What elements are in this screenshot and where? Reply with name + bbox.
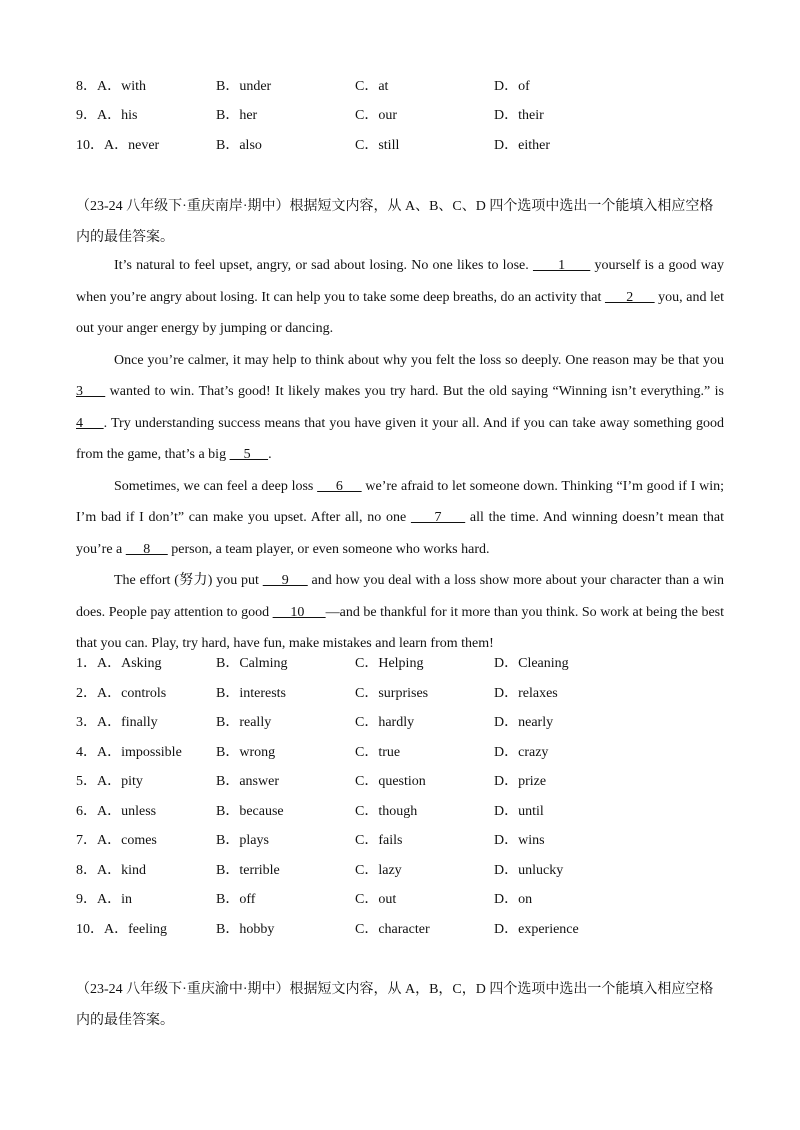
section2-instructions: （23-24 八年级下·重庆渝中·期中）根据短文内容，从 A，B，C，D 四个选项中选出一个能填入相应空格内的最佳答案。: [76, 982, 714, 1028]
option-c: C．question: [355, 774, 426, 789]
option-a: A．controls: [97, 686, 167, 701]
option-a: A．finally: [97, 715, 158, 730]
option-d: D．their: [494, 108, 544, 123]
option-c: C．our: [355, 108, 397, 123]
option-a: A．Asking: [97, 656, 162, 671]
option-b: B．Calming: [216, 656, 288, 671]
option-b: B．interests: [216, 686, 286, 701]
option-b: B．also: [216, 138, 262, 153]
option-d: D．until: [494, 804, 544, 819]
option-b: B．terrible: [216, 863, 280, 878]
question-number: 10．: [76, 138, 104, 153]
option-a: A．comes: [97, 833, 157, 848]
option-d: D．nearly: [494, 715, 554, 730]
passage-paragraph-2: Once you’re calmer, it may help to think about why you felt the loss so deeply. One reason may be that you 3 wanted to win. That’s good! It likely makes you try hard. But the old saying “Winning isn’t everything.” is 4 . Try understanding success means that you have given it your all. And if you can take away something good from the game, that’s a big 5 .: [76, 352, 725, 462]
option-d: D．wins: [494, 833, 545, 848]
option-b: B．because: [216, 804, 284, 819]
blank-7: 7: [410, 510, 466, 525]
option-d: D．either: [494, 138, 550, 153]
option-c: C．hardly: [355, 715, 415, 730]
option-a: A．impossible: [97, 745, 182, 760]
option-d: D．experience: [494, 922, 579, 937]
blank-9: 9: [262, 573, 308, 588]
question-number: 9．: [76, 108, 97, 123]
option-a: A．unless: [97, 804, 157, 819]
option-a: A．feeling: [104, 922, 167, 937]
blank-10: 10: [272, 604, 326, 620]
option-d: D．relaxes: [494, 686, 558, 701]
option-b: B．under: [216, 79, 272, 94]
option-c: C．still: [355, 138, 400, 153]
option-c: C．lazy: [355, 863, 402, 878]
option-d: D．crazy: [494, 745, 549, 760]
blank-1: 1: [532, 258, 591, 273]
option-c: C．true: [355, 745, 401, 760]
option-a: A．never: [104, 138, 160, 153]
option-a: A．pity: [97, 774, 143, 789]
option-c: C．surprises: [355, 686, 429, 701]
question-number: 9．: [76, 892, 97, 907]
question-number: 5．: [76, 774, 97, 789]
option-d: D．prize: [494, 774, 547, 789]
question-number: 1．: [76, 656, 97, 671]
option-c: C．at: [355, 79, 389, 94]
option-b: B．her: [216, 108, 258, 123]
cloze-passage: [76, 250, 724, 660]
question-number: 6．: [76, 804, 97, 819]
option-b: B．off: [216, 892, 256, 907]
blank-3: 3: [76, 384, 106, 399]
question-number: 2．: [76, 686, 97, 701]
option-a: A．kind: [97, 863, 146, 878]
option-d: D．Cleaning: [494, 656, 569, 671]
option-d: D．on: [494, 892, 533, 907]
question-number: 3．: [76, 715, 97, 730]
question-number: 7．: [76, 833, 97, 848]
option-c: C．though: [355, 804, 418, 819]
option-a: A．in: [97, 892, 132, 907]
option-b: B．hobby: [216, 922, 275, 937]
passage-paragraph-3: Sometimes, we can feel a deep loss 6 we’re afraid to let someone down. Thinking “I’m good if I win; I’m bad if I don’t” can make you upset. After all, no one 7 all the time. And winning doesn’t mean that you’re a 8 person, a team player, or even someone who works hard.: [76, 478, 725, 557]
option-a: A．his: [97, 108, 138, 123]
option-c: C．character: [355, 922, 430, 937]
passage-paragraph-1: It’s natural to feel upset, angry, or sad about losing. No one likes to lose. 1 yourself is a good way when you’re angry about losing. It can help you to take some deep breaths, do an activity that 2 you, and let out your anger energy by jumping or dancing.: [76, 258, 725, 336]
option-a: A．with: [97, 79, 146, 94]
blank-6: 6: [317, 478, 362, 494]
option-c: C．out: [355, 892, 397, 907]
option-c: C．Helping: [355, 656, 424, 671]
option-b: B．answer: [216, 774, 279, 789]
blank-4: 4: [76, 415, 104, 431]
blank-5: 5: [229, 447, 269, 462]
question-number: 8．: [76, 79, 97, 94]
option-b: B．really: [216, 715, 272, 730]
question-number: 4．: [76, 745, 97, 760]
option-b: B．plays: [216, 833, 269, 848]
option-d: D．of: [494, 79, 530, 94]
section1-instructions: （23-24 八年级下·重庆南岸·期中）根据短文内容，从 A、B、C、D 四个选项中选出一个能填入相应空格内的最佳答案。: [76, 199, 714, 245]
option-b: B．wrong: [216, 745, 276, 760]
option-c: C．fails: [355, 833, 403, 848]
question-number: 10．: [76, 922, 104, 937]
passage-paragraph-4: The effort (努力) you put 9 and how you deal with a loss show more about your character than a win does. People pay attention to good 10 —and be thankful for it more than you think. So work at being the best that you can. Play, try hard, have fun, make mistakes and learn from them!: [76, 573, 725, 651]
option-d: D．unlucky: [494, 863, 564, 878]
question-number: 8．: [76, 863, 97, 878]
blank-2: 2: [604, 289, 655, 305]
blank-8: 8: [125, 541, 168, 557]
